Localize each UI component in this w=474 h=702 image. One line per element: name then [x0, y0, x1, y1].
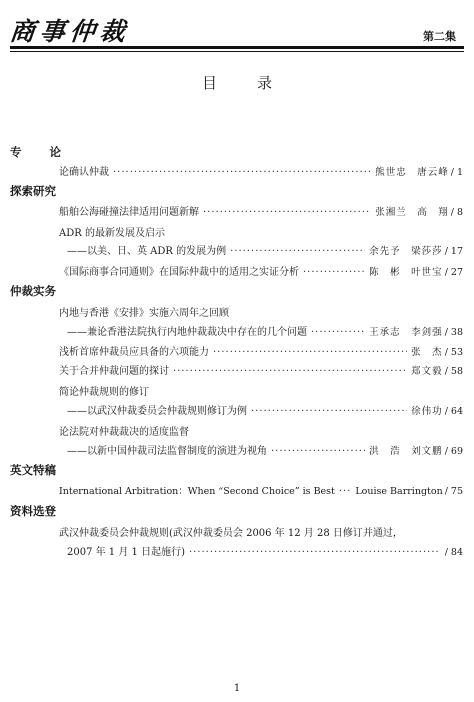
- entry-subtitle: ——以武汉仲裁委员会仲裁规则修订为例: [67, 406, 247, 417]
- entry-page: / 64: [444, 406, 463, 417]
- toc-title: 目录: [201, 74, 312, 92]
- entry-subtitle: ——以新中国仲裁司法监督制度的演进为视角: [67, 446, 267, 457]
- entry-page: / 69: [444, 446, 463, 457]
- toc-entry[interactable]: [67, 323, 463, 339]
- entry-authors: 张 杰: [411, 347, 443, 358]
- section-heading-english-feature: 英文特稿: [10, 463, 56, 477]
- entry-authors: 郑文毅: [411, 366, 443, 377]
- entry-authors: 王承志 李剑强: [369, 327, 443, 338]
- entry-title-continued: 2007 年 1 月 1 日起施行): [67, 547, 185, 558]
- entry-title: International Arbitration：When “Second Choice” is Best: [59, 486, 335, 497]
- toc-entry[interactable]: [67, 402, 463, 418]
- leader-dots: [251, 406, 407, 417]
- leader-dots: [213, 347, 407, 358]
- entry-authors: 张湘兰 高 翔: [375, 207, 449, 218]
- entry-page: / 75: [444, 486, 463, 497]
- entry-title: 浅析首席仲裁员应具备的六项能力: [59, 347, 209, 358]
- entry-subtitle: ——兼论香港法院执行内地仲裁裁决中存在的几个问题: [67, 327, 307, 338]
- entry-authors: 洪 浩 刘文鹏: [369, 446, 443, 457]
- entry-title-line[interactable]: ADR 的最新发展及启示: [59, 228, 165, 239]
- entry-title: 船舶公海碰撞法律适用问题新解: [59, 207, 199, 218]
- issue-label: 第二集: [423, 30, 456, 43]
- toc-entry[interactable]: [59, 343, 463, 359]
- entry-page: / 27: [444, 267, 463, 278]
- journal-title: 商事仲裁: [8, 17, 132, 46]
- toc-entry[interactable]: [59, 483, 463, 499]
- toc-entry[interactable]: [67, 442, 463, 458]
- entry-page: / 84: [444, 547, 463, 558]
- entry-title-line[interactable]: 简论仲裁规则的修订: [59, 387, 149, 398]
- entry-page: / 1: [450, 167, 463, 178]
- toc-entry[interactable]: [67, 242, 463, 258]
- leader-dots: [271, 446, 365, 457]
- header-rule-thick: [10, 46, 464, 49]
- leader-dots: [173, 366, 407, 377]
- entry-authors: 陈 彬 叶世宝: [369, 267, 443, 278]
- entry-title: 关于合并仲裁问题的探讨: [59, 366, 169, 377]
- toc-entry[interactable]: [59, 203, 463, 219]
- section-heading-special-topic: 专论: [10, 145, 89, 159]
- entry-page: / 38: [444, 327, 463, 338]
- leader-dots: [339, 486, 351, 497]
- header-rule-thin: [10, 51, 464, 52]
- entry-authors: 熊世忠 唐云峰: [375, 167, 449, 178]
- page-number: 1: [233, 683, 241, 694]
- entry-authors: 徐伟功: [411, 406, 443, 417]
- entry-page: / 58: [444, 366, 463, 377]
- toc-entry[interactable]: [59, 362, 463, 378]
- toc-entry[interactable]: [67, 543, 463, 559]
- section-heading-practice: 仲裁实务: [10, 284, 56, 298]
- entry-title-line[interactable]: 论法院对仲裁裁决的适度监督: [59, 427, 189, 438]
- entry-page: / 17: [444, 246, 463, 257]
- entry-page: / 8: [450, 207, 463, 218]
- leader-dots: [189, 547, 439, 558]
- entry-title: 《国际商事合同通则》在国际仲裁中的适用之实证分析: [59, 267, 299, 278]
- entry-authors: Louise Barrington: [355, 486, 443, 497]
- toc-entry[interactable]: [59, 163, 463, 179]
- entry-title: 论确认仲裁: [59, 167, 109, 178]
- entry-page: / 53: [444, 347, 463, 358]
- section-heading-selected-materials: 资料选登: [10, 504, 56, 518]
- entry-title-line[interactable]: 武汉仲裁委员会仲裁规则(武汉仲裁委员会 2006 年 12 月 28 日修订并通过，: [59, 528, 403, 539]
- leader-dots: [230, 246, 365, 257]
- leader-dots: [203, 207, 371, 218]
- leader-dots: [303, 267, 365, 278]
- entry-subtitle: ——以美、日、英 ADR 的发展为例: [67, 246, 227, 257]
- toc-entry[interactable]: [59, 263, 463, 279]
- entry-title-line[interactable]: 内地与香港《安排》实施六周年之回顾: [59, 308, 229, 319]
- page-header: [8, 12, 464, 46]
- leader-dots: [311, 327, 365, 338]
- leader-dots: [113, 167, 371, 178]
- entry-authors: 余先予 梁莎莎: [369, 246, 443, 257]
- section-heading-research: 探索研究: [10, 184, 56, 198]
